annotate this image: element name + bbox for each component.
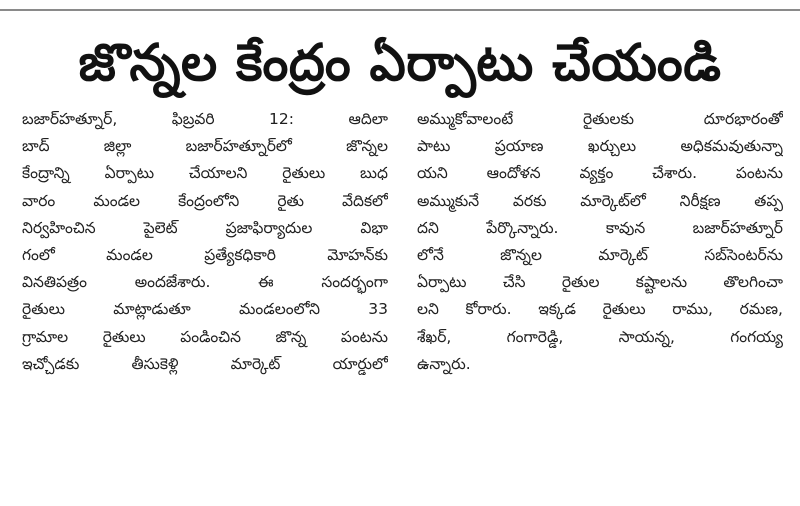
body-line: గ్రామాల రైతులు పండించిన జొన్న పంటను bbox=[22, 327, 388, 346]
body-line: గంలో మండల ప్రత్యేకధికారి మోహన్‌కు bbox=[22, 245, 388, 264]
body-line: అమ్ముకోవాలంటే రైతులకు దూరభారంతో bbox=[417, 110, 783, 128]
body-line: అమ్ముకునే వరకు మార్కెట్‌లో నిరీక్షణ తప్ప bbox=[417, 191, 783, 210]
body-line: దని పేర్కొన్నారు. కావున బజార్‌హత్నూర్‌ bbox=[417, 218, 783, 237]
body-line: ఏర్పాటు చేసి రైతుల కష్టాలను తొలగించా bbox=[417, 273, 783, 292]
body-line: వారం మండల కేంద్రంలోని రైతు వేదికలో bbox=[22, 191, 388, 210]
body-line: లోనే జొన్నల మార్కెట్‌ సబ్‌సెంటర్‌ను bbox=[417, 245, 783, 264]
previous-article-cutoff bbox=[0, 0, 800, 12]
body-line: రైతులు మాట్లాడుతూ మండలంలోని 33 bbox=[22, 300, 388, 319]
article-body bbox=[22, 106, 782, 436]
body-line: బాద్‌ జిల్లా బజార్‌హత్నూర్‌లో జొన్నల bbox=[22, 137, 388, 156]
body-line: యని ఆందోళన వ్యక్తం చేశారు. పంటను bbox=[417, 164, 783, 183]
top-divider-rule bbox=[0, 9, 800, 11]
body-line: ఇచ్చోడకు తీసుకెళ్లి మార్కెట్‌ యార్డులో bbox=[22, 354, 388, 373]
body-line: కేంద్రాన్ని ఏర్పాటు చేయాలని రైతులు బుధ bbox=[22, 164, 388, 183]
body-line: శేఖర్‌, గంగారెడ్డి, సాయన్న, గంగయ్య bbox=[417, 327, 783, 346]
body-line: ఉన్నారు. bbox=[417, 354, 471, 373]
article-headline: జొన్నల కేంద్రం ఏర్పాటు చేయండి bbox=[78, 33, 722, 93]
body-line: నిర్వహించిన పైలెట్‌ ప్రజాఫిర్యాదుల విభా bbox=[22, 218, 388, 237]
body-line: బజార్‌హత్నూర్‌, ఫిబ్రవరి 12: ఆదిలా bbox=[22, 110, 388, 128]
article-column-left bbox=[22, 106, 388, 378]
body-line: లని కోరారు. ఇక్కడ రైతులు రాము, రమణ, bbox=[417, 300, 783, 319]
body-line: వినతిపత్రం అందజేశారు. ఈ సందర్భంగా bbox=[22, 273, 388, 292]
article-column-right bbox=[417, 106, 783, 378]
body-line: పాటు ప్రయాణ ఖర్చులు అధికమవుతున్నా bbox=[417, 137, 783, 156]
